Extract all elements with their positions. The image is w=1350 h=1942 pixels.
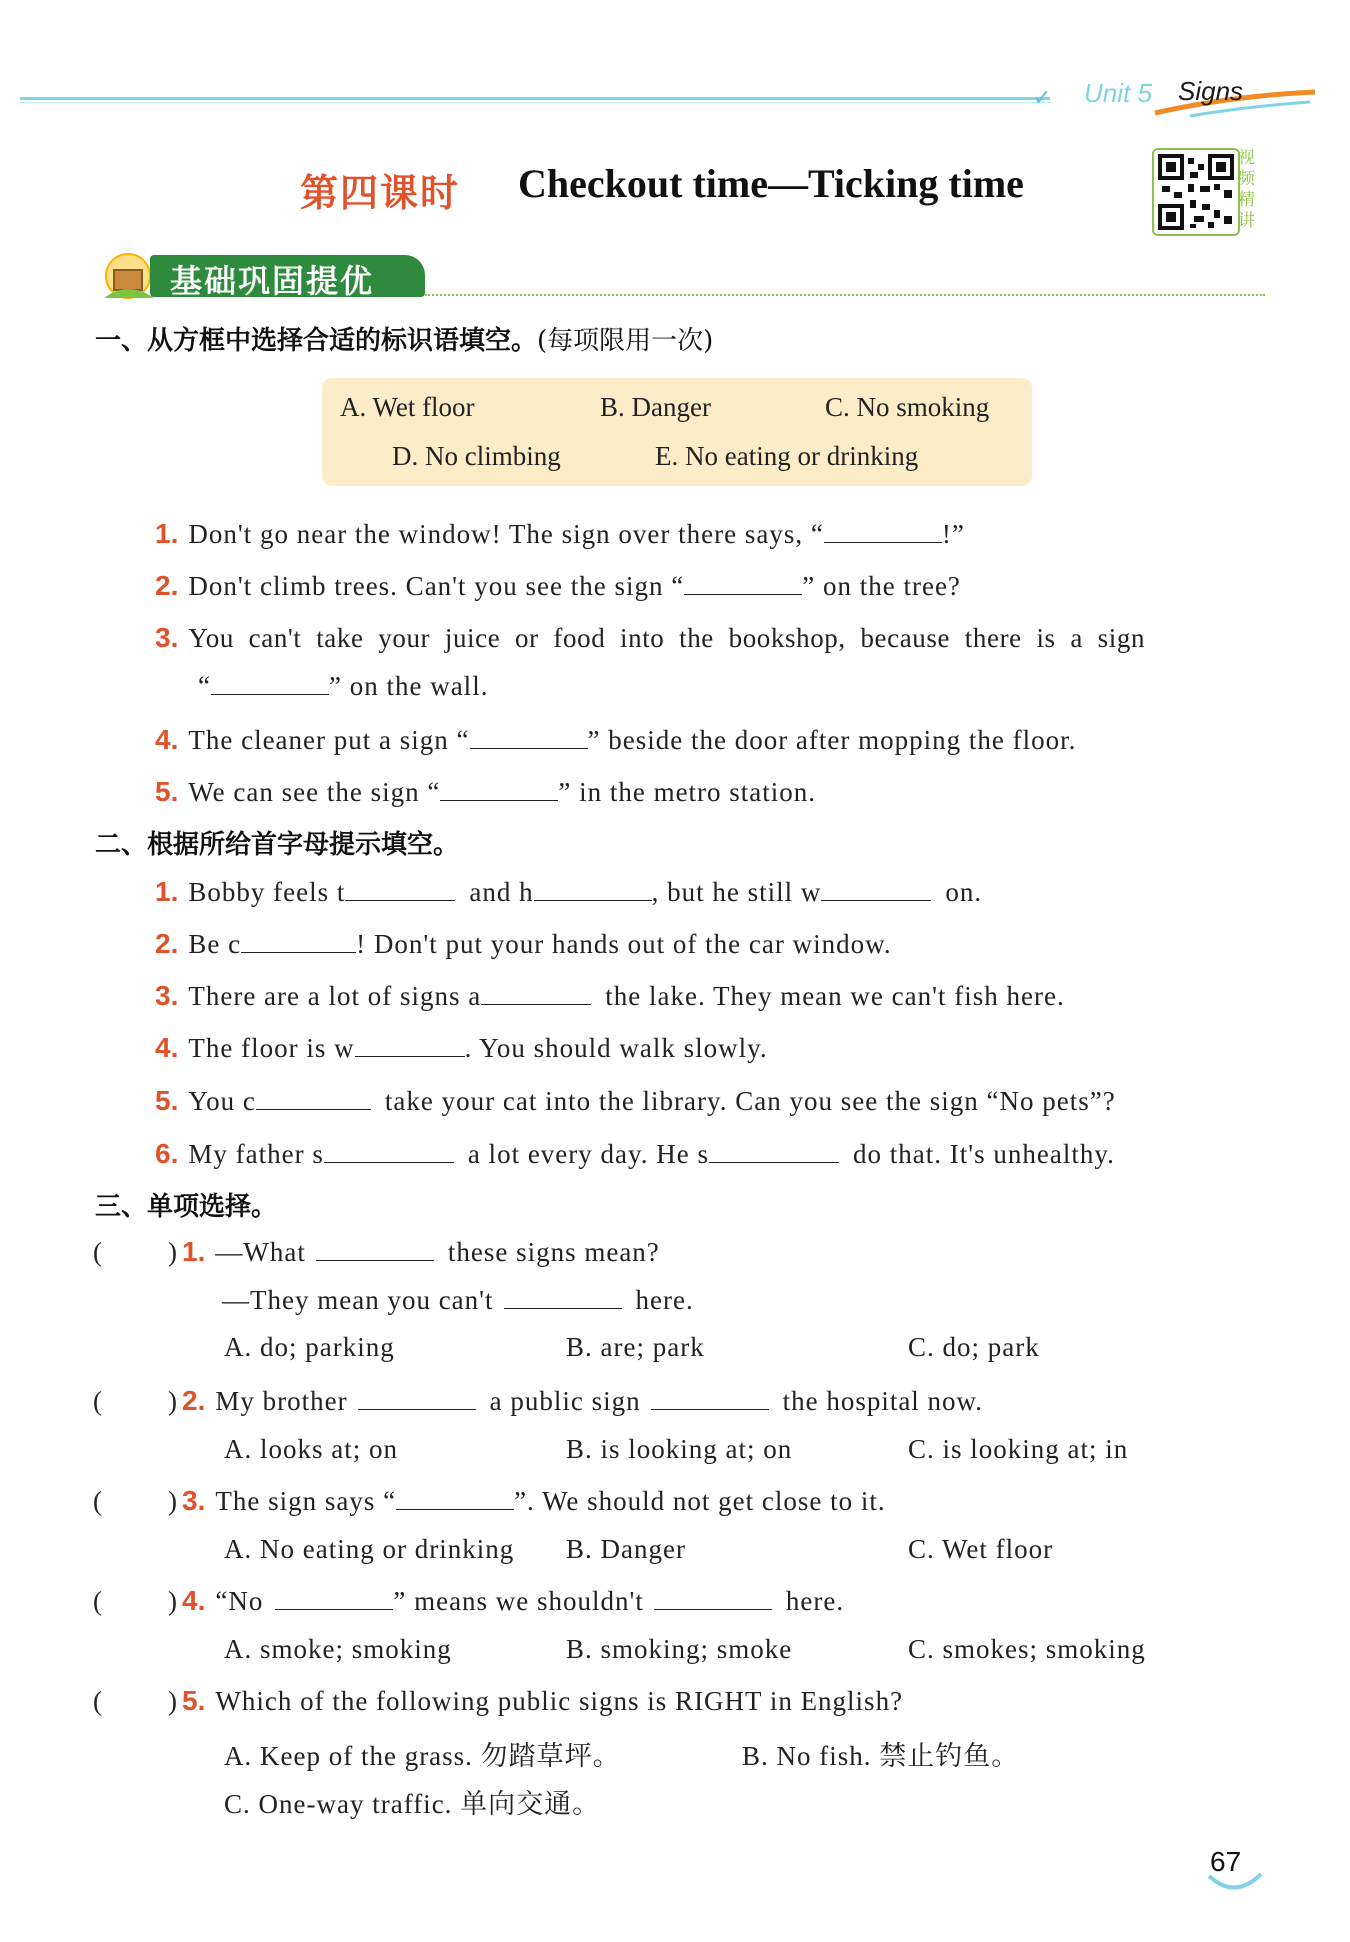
option-b: B. Danger (600, 392, 711, 422)
s2-item-5: 5. You c take your cat into the library. Can you see the sign “No pets”? (155, 1085, 1116, 1116)
answer-blank[interactable] (534, 876, 652, 901)
s3-q1-line1: 1. —What these signs mean? (182, 1236, 660, 1267)
answer-blank[interactable] (821, 876, 931, 901)
unit-label: Unit 5 (1084, 78, 1152, 108)
s3-q3-option-b[interactable]: B. Danger (566, 1534, 686, 1564)
answer-blank[interactable] (345, 876, 455, 901)
option-c: C. No smoking (825, 392, 990, 422)
answer-blank[interactable] (396, 1485, 514, 1510)
s3-q2-option-a[interactable]: A. looks at; on (224, 1434, 398, 1464)
answer-blank[interactable] (211, 670, 329, 695)
unit-title: Signs (1178, 76, 1244, 106)
answer-paren-open: ( (93, 1486, 102, 1516)
s2-item-3: 3. There are a lot of signs a the lake. They mean we can't fish here. (155, 980, 1065, 1011)
s1-item-4: 4. The cleaner put a sign “ ” beside the door after mopping the floor. (155, 724, 1077, 755)
checkmark-icon: ✓ (1033, 86, 1052, 111)
answer-paren-open: ( (93, 1386, 102, 1416)
answer-paren-close[interactable]: ) (168, 1586, 177, 1616)
s1-item-2: 2. Don't climb trees. Can't you see the sign “ ” on the tree? (155, 570, 961, 601)
answer-paren-close[interactable]: ) (168, 1386, 177, 1416)
s3-q3-line1: 3. The sign says “ ”. We should not get close to it. (182, 1485, 886, 1516)
answer-blank[interactable] (824, 518, 942, 543)
option-e: E. No eating or drinking (655, 441, 919, 471)
answer-paren-close[interactable]: ) (168, 1486, 177, 1516)
s3-q3-option-c[interactable]: C. Wet floor (908, 1534, 1054, 1564)
qr-caption: 视频精讲 (1238, 148, 1255, 231)
section3-heading: 三、单项选择。 (95, 1192, 278, 1222)
answer-paren-open: ( (93, 1586, 102, 1616)
answer-blank[interactable] (654, 1585, 772, 1610)
header-rule (20, 97, 1050, 100)
section2-heading: 二、根据所给首字母提示填空。 (95, 830, 460, 860)
answer-blank[interactable] (275, 1585, 393, 1610)
answer-blank[interactable] (241, 928, 356, 953)
answer-blank[interactable] (358, 1385, 476, 1410)
s1-item-5: 5. We can see the sign “ ” in the metro station. (155, 776, 817, 807)
answer-paren-close[interactable]: ) (168, 1237, 177, 1267)
s3-q1-option-c[interactable]: C. do; park (908, 1332, 1040, 1362)
s3-q5-option-b[interactable]: B. No fish. 禁止钓鱼。 (742, 1741, 1020, 1771)
s2-item-6: 6. My father s a lot every day. He s do that. It's unhealthy. (155, 1138, 1115, 1169)
answer-blank[interactable] (324, 1138, 454, 1163)
page-number: 67 (1210, 1846, 1242, 1877)
section1-heading: 一、从方框中选择合适的标识语填空。(每项限用一次) (95, 326, 714, 356)
s3-q2-line1: 2. My brother a public sign the hospital now. (182, 1385, 984, 1416)
answer-blank[interactable] (355, 1032, 465, 1057)
lesson-title-en: Checkout time—Ticking time (518, 161, 1024, 206)
answer-paren-close[interactable]: ) (168, 1686, 177, 1716)
option-a: A. Wet floor (340, 392, 475, 422)
answer-blank[interactable] (481, 980, 591, 1005)
answer-blank[interactable] (684, 570, 802, 595)
s3-q4-line1: 4. “No ” means we shouldn't here. (182, 1585, 845, 1616)
s2-item-4: 4. The floor is w . You should walk slowly. (155, 1032, 768, 1063)
answer-blank[interactable] (256, 1085, 371, 1110)
s3-q5-line1: 5. Which of the following public signs is RIGHT in English? (182, 1685, 904, 1716)
s1-item-3: 3. You can't take your juice or food into the bookshop, because there is a sign (155, 622, 1146, 653)
section-banner-label: 基础巩固提优 (170, 262, 375, 300)
answer-blank[interactable] (316, 1236, 434, 1261)
answer-blank[interactable] (709, 1138, 839, 1163)
s3-q3-option-a[interactable]: A. No eating or drinking (224, 1534, 515, 1564)
s3-q4-option-b[interactable]: B. smoking; smoke (566, 1634, 793, 1664)
qr-code-icon[interactable] (1152, 148, 1240, 236)
header-rule-thin (20, 102, 1050, 103)
s1-item-3-cont: “ ” on the wall. (198, 671, 489, 701)
answer-blank[interactable] (470, 724, 588, 749)
answer-paren-open: ( (93, 1686, 102, 1716)
s3-q1-option-a[interactable]: A. do; parking (224, 1332, 395, 1362)
s3-q4-option-c[interactable]: C. smokes; smoking (908, 1634, 1146, 1664)
dotted-divider (425, 294, 1265, 296)
s2-item-1: 1. Bobby feels t and h , but he still w on. (155, 876, 983, 907)
answer-paren-open: ( (93, 1237, 102, 1267)
s1-item-1: 1. Don't go near the window! The sign over there says, “ !” (155, 518, 965, 549)
s3-q4-option-a[interactable]: A. smoke; smoking (224, 1634, 452, 1664)
s2-item-2: 2. Be c ! Don't put your hands out of the car window. (155, 928, 892, 959)
option-d: D. No climbing (392, 441, 561, 471)
answer-blank[interactable] (440, 776, 558, 801)
s3-q1-option-b[interactable]: B. are; park (566, 1332, 705, 1362)
answer-blank[interactable] (651, 1385, 769, 1410)
answer-blank[interactable] (504, 1284, 622, 1309)
s3-q2-option-c[interactable]: C. is looking at; in (908, 1434, 1129, 1464)
s3-q5-option-a[interactable]: A. Keep of the grass. 勿踏草坪。 (224, 1741, 621, 1771)
s3-q2-option-b[interactable]: B. is looking at; on (566, 1434, 793, 1464)
s3-q5-option-c[interactable]: C. One-way traffic. 单向交通。 (224, 1789, 601, 1819)
qr-pattern (1154, 150, 1238, 234)
s3-q1-line2: —They mean you can't here. (222, 1285, 694, 1315)
page-arc-decoration (1205, 1870, 1265, 1900)
lesson-title-cn: 第四课时 (300, 170, 461, 215)
